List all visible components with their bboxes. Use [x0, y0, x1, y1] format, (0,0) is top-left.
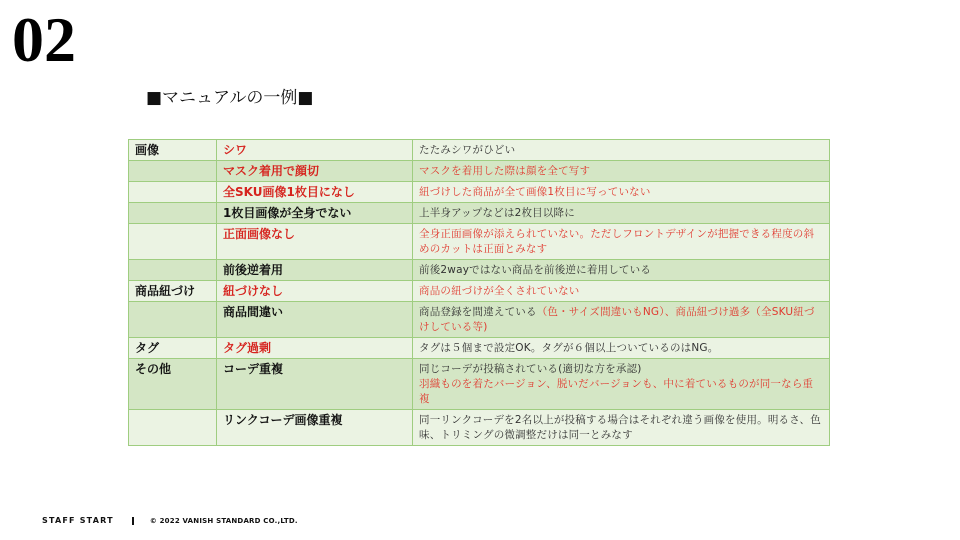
slide-number: 02 — [12, 4, 76, 75]
manual-table-container — [128, 139, 830, 446]
manual-table — [128, 139, 830, 446]
issue-cell: シワ — [217, 140, 413, 161]
issue-cell: タグ過剰 — [217, 338, 413, 359]
issue-cell: 紐づけなし — [217, 281, 413, 302]
description-text: たたみシワがひどい — [419, 144, 516, 156]
issue-cell: 前後逆着用 — [217, 260, 413, 281]
table-row — [129, 302, 830, 338]
table-row — [129, 140, 830, 161]
description-red-text: 全身正面画像が添えられていない。ただしフロントデザインが把握できる程度の斜めのカットは正面とみなす — [419, 228, 815, 255]
category-cell — [129, 203, 217, 224]
table-row — [129, 338, 830, 359]
description-text: タグは５個まで設定OK。タグが６個以上ついているのはNG。 — [419, 342, 719, 354]
category-cell — [129, 410, 217, 446]
table-row — [129, 260, 830, 281]
footer-brand: STAFF START — [42, 516, 114, 525]
description-text: 前後2wayではない商品を前後逆に着用している — [419, 264, 652, 276]
table-row — [129, 161, 830, 182]
category-cell: 画像 — [129, 140, 217, 161]
description-cell — [413, 302, 830, 338]
description-text: 上半身アップなどは2枚目以降に — [419, 207, 575, 219]
issue-cell: 1枚目画像が全身でない — [217, 203, 413, 224]
category-cell — [129, 302, 217, 338]
description-cell — [413, 182, 830, 203]
slide-subtitle: ■マニュアルの一例■ — [146, 88, 314, 108]
description-cell — [413, 161, 830, 182]
issue-cell: 商品間違い — [217, 302, 413, 338]
issue-cell: マスク着用で顔切 — [217, 161, 413, 182]
description-cell — [413, 140, 830, 161]
category-cell: その他 — [129, 359, 217, 410]
category-cell — [129, 224, 217, 260]
issue-cell: 全SKU画像1枚目になし — [217, 182, 413, 203]
description-red-text: マスクを着用した際は顔を全て写す — [419, 165, 591, 177]
description-cell — [413, 338, 830, 359]
table-row — [129, 224, 830, 260]
description-red-text: （色・サイズ間違いもNG）、商品紐づけ過多（全SKU紐づけしている等) — [419, 306, 815, 333]
category-cell — [129, 182, 217, 203]
description-cell — [413, 410, 830, 446]
footer-copyright: © 2022 VANISH STANDARD CO.,LTD. — [149, 517, 298, 525]
footer-divider — [132, 517, 134, 525]
table-row — [129, 410, 830, 446]
description-text: 商品登録を間違えている — [419, 306, 537, 318]
issue-cell: 正面画像なし — [217, 224, 413, 260]
description-cell — [413, 260, 830, 281]
table-row — [129, 203, 830, 224]
description-text: 同じコーデが投稿されている(適切な方を承認) — [419, 363, 642, 375]
table-row — [129, 359, 830, 410]
description-red-text: 紐づけした商品が全て画像1枚目に写っていない — [419, 186, 651, 198]
category-cell — [129, 260, 217, 281]
description-cell — [413, 359, 830, 410]
issue-cell: リンクコーデ画像重複 — [217, 410, 413, 446]
description-cell — [413, 224, 830, 260]
description-cell — [413, 281, 830, 302]
category-cell: 商品紐づけ — [129, 281, 217, 302]
category-cell — [129, 161, 217, 182]
issue-cell: コーデ重複 — [217, 359, 413, 410]
table-row — [129, 281, 830, 302]
footer — [42, 515, 298, 527]
description-cell — [413, 203, 830, 224]
description-red-text: 羽織ものを着たバージョン、脱いだバージョンも、中に着ているものが同一なら重複 — [419, 378, 814, 405]
description-text: 同一リンクコーデを2名以上が投稿する場合はそれぞれ違う画像を使用。明るさ、色味、トリミングの微調整だけは同一とみなす — [419, 414, 821, 441]
table-row — [129, 182, 830, 203]
description-red-text: 商品の紐づけが全くされていない — [419, 285, 580, 297]
category-cell: タグ — [129, 338, 217, 359]
